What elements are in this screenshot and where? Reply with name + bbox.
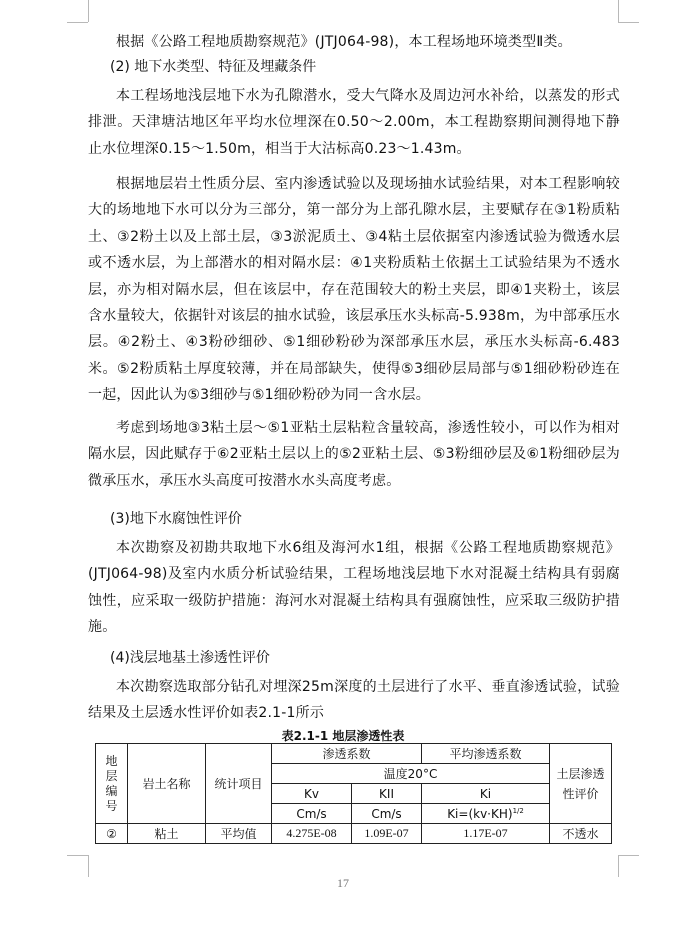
crop-mark-bottom-right-v bbox=[618, 855, 619, 877]
header-permeability-coefficient: 渗透系数 bbox=[272, 744, 422, 764]
cell-layer: ② bbox=[96, 824, 128, 844]
paragraph-permeability-test: 本次勘察选取部分钻孔对埋深25m深度的土层进行了水平、垂直渗透试验，试验结果及土层透水性评价如表2.1-1所示 bbox=[88, 679, 620, 722]
formula-ki: $Ki=(kv\cdot KH)^{1/2}$ bbox=[422, 804, 550, 824]
heading-groundwater-type: (2) 地下水类型、特征及埋藏条件 bbox=[110, 59, 317, 75]
cell-stat: 平均值 bbox=[206, 824, 272, 844]
crop-mark-top-left-h bbox=[67, 22, 88, 23]
unit-kii: Cm/s bbox=[352, 804, 422, 824]
cell-kii: 1.09E-07 bbox=[352, 824, 422, 844]
header-average-permeability: 平均渗透系数 bbox=[422, 744, 550, 764]
table-caption: 表2.1-1 地层渗透性表 bbox=[281, 729, 405, 743]
permeability-table bbox=[95, 743, 612, 844]
cell-evaluation: 不透水 bbox=[550, 824, 612, 844]
heading-corrosivity: (3)地下水腐蚀性评价 bbox=[110, 511, 242, 527]
paragraph-aquifer-layers: 根据地层岩土性质分层、室内渗透试验以及现场抽水试验结果，对本工程影响较大的场地地下水可以分为三部分，第一部分为上部孔隙水层，主要赋存在③1粉质粘土、③2粉土以及上部土层，③3淤泥质土、③4粘土层依据室内渗透试验为微透水层或不透水层，为上部潜水的相对隔水层：④1夹粉质粘土依据土工试验结果为不透水层，亦为相对隔水层，但在该层中，存在范围较大的粉土夹层，即④1夹粉土，该层含水量较大，依据针对该层的抽水试验，该层承压水头标高-5.938m，为中部承压水层。④2粉土、④3粉砂细砂、⑤1细砂粉砂为深部承压水层，承压水头标高-6.483米。⑤2粉质粘土厚度较薄，并在局部缺失，使得⑤3细砂层局部与⑤1细砂粉砂连在一起，因此认为⑤3细砂与⑤1细砂粉砂为同一含水层。 bbox=[88, 176, 620, 404]
paragraph-phreatic-water: 本工程场地浅层地下水为孔隙潜水，受大气降水及周边河水补给，以蒸发的形式排泄。天津塘沽地区年平均水位埋深在0.50～2.00m，本工程勘察期间测得地下静止水位埋深0.15～1.50m，相当于大沽标高0.23～1.43m。 bbox=[88, 88, 620, 157]
crop-mark-top-left-v bbox=[88, 0, 89, 22]
formula-exponent: 1/2 bbox=[512, 806, 524, 815]
header-kv: Kv bbox=[272, 784, 352, 804]
header-kii: KII bbox=[352, 784, 422, 804]
unit-kv: Cm/s bbox=[272, 804, 352, 824]
cell-ki: 1.17E-07 bbox=[422, 824, 550, 844]
header-layer-number: 地层编号 bbox=[96, 744, 128, 824]
header-soil-name: 岩土名称 bbox=[128, 744, 206, 824]
cell-name: 粘土 bbox=[128, 824, 206, 844]
header-permeability-evaluation: 土层渗透性评价 bbox=[550, 744, 612, 824]
paragraph-corrosivity: 本次勘察及初勘共取地下水6组及海河水1组，根据《公路工程地质勘察规范》(JTJ064-98)及室内水质分析试验结果，工程场地浅层地下水对混凝土结构具有弱腐蚀性，应采取一级防护措施：海河水对混凝土结构具有强腐蚀性，应采取三级防护措施。 bbox=[88, 540, 620, 636]
crop-mark-top-right-v bbox=[618, 0, 619, 22]
paragraph-aquitard: 考虑到场地③3粘土层～⑤1亚粘土层粘粒含量较高，渗透性较小，可以作为相对隔水层，因此赋存于⑥2亚粘土层以上的⑤2亚粘土层、⑤3粉细砂层及⑥1粉细砂层为微承压水，承压水头高度可按潜水水头高度考虑。 bbox=[88, 420, 620, 489]
heading-permeability: (4)浅层地基土渗透性评价 bbox=[110, 650, 270, 666]
crop-mark-top-right-h bbox=[618, 22, 639, 23]
header-statistic: 统计项目 bbox=[206, 744, 272, 824]
page-number: 17 bbox=[337, 876, 349, 890]
crop-mark-bottom-right-h bbox=[618, 855, 639, 856]
header-ki: Ki bbox=[422, 784, 550, 804]
paragraph-environment-type: 根据《公路工程地质勘察规范》(JTJ064-98)，本工程场地环境类型Ⅱ类。 bbox=[116, 34, 572, 50]
cell-kv: 4.275E-08 bbox=[272, 824, 352, 844]
crop-mark-bottom-left-v bbox=[88, 855, 89, 877]
crop-mark-bottom-left-h bbox=[67, 855, 88, 856]
table-row bbox=[96, 824, 612, 844]
header-temperature: 温度20°C bbox=[272, 764, 550, 784]
